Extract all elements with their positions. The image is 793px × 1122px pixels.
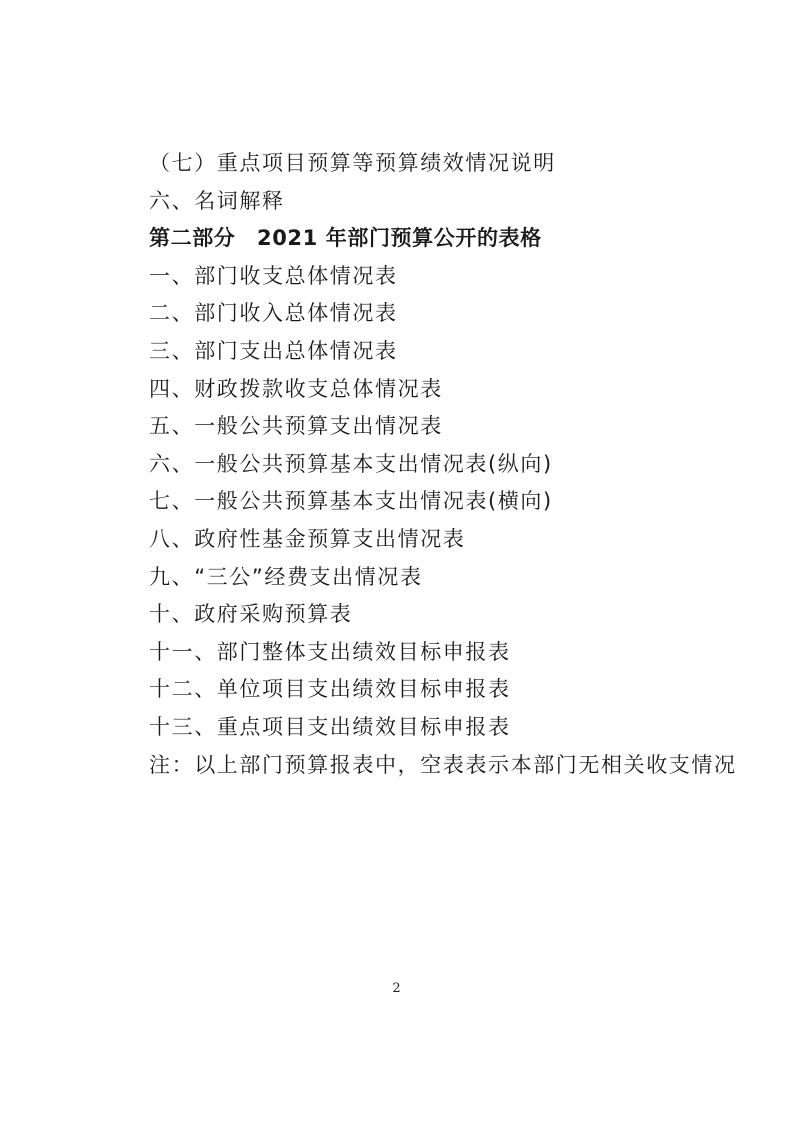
toc-note: 注：以上部门预算报表中，空表表示本部门无相关收支情况 (149, 752, 737, 777)
toc-item-key-project-performance: （七）重点项目预算等预算绩效情况说明 (149, 151, 556, 175)
table-of-contents (149, 145, 759, 784)
section-heading-part-two: 第二部分 2021 年部门预算公开的表格 (149, 226, 542, 251)
toc-item-table-11: 十一、部门整体支出绩效目标申报表 (149, 639, 511, 664)
toc-item-table-10: 十、政府采购预算表 (149, 602, 353, 627)
toc-item-table-6: 六、一般公共预算基本支出情况表(纵向) (149, 451, 553, 476)
toc-item-table-3: 三、部门支出总体情况表 (149, 338, 398, 363)
toc-item-table-2: 二、部门收入总体情况表 (149, 301, 398, 326)
toc-item-table-9: 九、“三公”经费支出情况表 (149, 564, 423, 589)
toc-item-table-5: 五、一般公共预算支出情况表 (149, 414, 443, 439)
toc-item-table-8: 八、政府性基金预算支出情况表 (149, 526, 466, 551)
toc-item-table-12: 十二、单位项目支出绩效目标申报表 (149, 677, 511, 702)
toc-item-table-4: 四、财政拨款收支总体情况表 (149, 376, 443, 401)
toc-item-table-13: 十三、重点项目支出绩效目标申报表 (149, 714, 511, 739)
toc-item-glossary: 六、名词解释 (149, 188, 285, 213)
toc-item-table-7: 七、一般公共预算基本支出情况表(横向) (149, 489, 553, 514)
toc-item-table-1: 一、部门收支总体情况表 (149, 263, 398, 288)
page-number: 2 (392, 981, 401, 996)
